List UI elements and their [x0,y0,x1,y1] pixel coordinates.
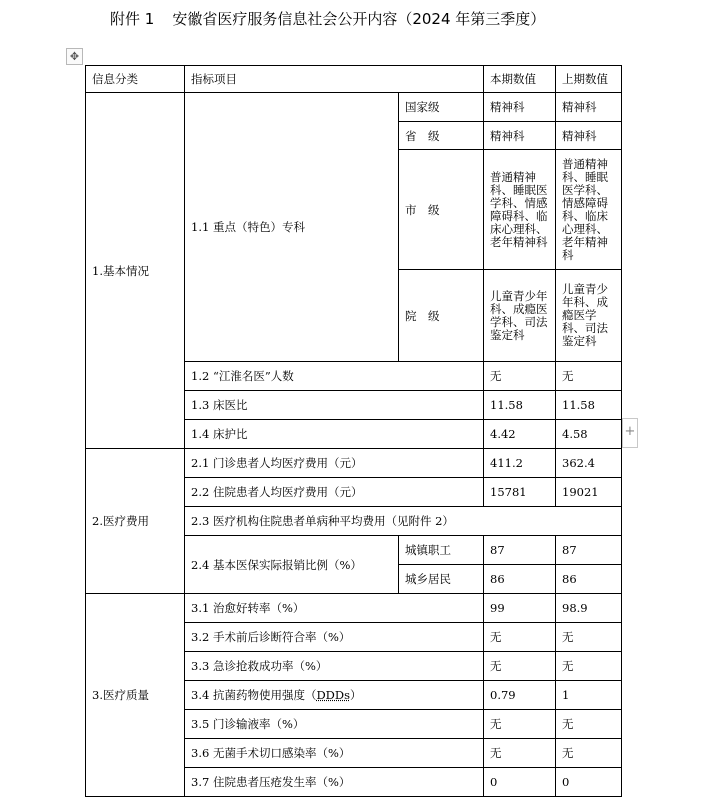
cell-current: 411.2 [484,449,556,478]
cell-current: 无 [484,739,556,768]
specialty-level: 省 级 [399,122,484,150]
cell-current: 精神科 [484,122,556,150]
insurance-type: 城镇职工 [399,536,484,565]
section-quality: 3.医疗质量 [86,594,185,797]
cell-previous: 86 [556,565,622,594]
cell-current: 无 [484,362,556,391]
row-label: 3.5 门诊输液率（%） [185,710,484,739]
cell-previous: 11.58 [556,391,622,420]
row-label [185,681,484,710]
cell-previous: 无 [556,710,622,739]
row-label: 3.1 治愈好转率（%） [185,594,484,623]
cell-current: 无 [484,623,556,652]
cell-current: 4.42 [484,420,556,449]
specialty-level: 国家级 [399,93,484,122]
cell-previous: 无 [556,623,622,652]
row-label-post: ） [350,688,362,702]
insurance-label: 2.4 基本医保实际报销比例（%） [185,536,399,594]
cell-previous: 无 [556,362,622,391]
row-label: 2.1 门诊患者人均医疗费用（元） [185,449,484,478]
section-basic: 1.基本情况 [86,93,185,449]
cell-previous: 87 [556,536,622,565]
row-label: 1.4 床护比 [185,420,484,449]
section-cost: 2.医疗费用 [86,449,185,594]
add-row-icon[interactable]: + [622,418,638,448]
cell-current: 0 [484,768,556,797]
header-current: 本期数值 [484,66,556,93]
cell-current: 儿童青少年科、成瘾医学科、司法鉴定科 [484,270,556,362]
cell-current: 精神科 [484,93,556,122]
row-label: 1.3 床医比 [185,391,484,420]
cell-previous: 362.4 [556,449,622,478]
table-row [86,93,622,122]
row-label: 3.7 住院患者压疮发生率（%） [185,768,484,797]
ddd-unit: DDDs [316,688,351,702]
cell-previous: 1 [556,681,622,710]
cell-current: 86 [484,565,556,594]
title-prefix: 附件 1 [110,10,155,28]
cell-current: 无 [484,710,556,739]
row-label: 3.6 无菌手术切口感染率（%） [185,739,484,768]
cell-previous: 儿童青少年科、成瘾医学科、司法鉴定科 [556,270,622,362]
table-row [86,449,622,478]
cell-previous: 无 [556,739,622,768]
cell-previous: 0 [556,768,622,797]
cell-previous: 19021 [556,478,622,507]
header-row [86,66,622,93]
specialty-level: 市 级 [399,150,484,270]
cell-current: 99 [484,594,556,623]
specialty-label: 1.1 重点（特色）专科 [185,93,399,362]
cell-current: 87 [484,536,556,565]
row-label: 2.3 医疗机构住院患者单病种平均费用（见附件 2） [185,507,622,536]
row-label: 2.2 住院患者人均医疗费用（元） [185,478,484,507]
cell-current: 无 [484,652,556,681]
cell-current: 11.58 [484,391,556,420]
disclosure-table [85,65,622,797]
row-label: 3.2 手术前后诊断符合率（%） [185,623,484,652]
cell-previous: 精神科 [556,122,622,150]
title-text: 安徽省医疗服务信息社会公开内容（2024 年第三季度） [172,10,546,28]
row-label: 1.2 “江淮名医”人数 [185,362,484,391]
cell-previous: 精神科 [556,93,622,122]
cell-previous: 4.58 [556,420,622,449]
specialty-level: 院 级 [399,270,484,362]
row-label-pre: 3.4 抗菌药物使用强度（ [191,688,317,702]
cell-current: 15781 [484,478,556,507]
page-title [110,8,545,29]
header-category: 信息分类 [86,66,185,93]
cell-previous: 98.9 [556,594,622,623]
table-row [86,594,622,623]
cell-current: 普通精神科、睡眠医学科、情感障碍科、临床心理科、老年精神科 [484,150,556,270]
header-item: 指标项目 [185,66,484,93]
cell-previous: 普通精神科、睡眠医学科、情感障碍科、临床心理科、老年精神科 [556,150,622,270]
move-handle-icon[interactable]: ✥ [66,48,83,65]
insurance-type: 城乡居民 [399,565,484,594]
cell-previous: 无 [556,652,622,681]
row-label: 3.3 急诊抢救成功率（%） [185,652,484,681]
header-previous: 上期数值 [556,66,622,93]
cell-current: 0.79 [484,681,556,710]
